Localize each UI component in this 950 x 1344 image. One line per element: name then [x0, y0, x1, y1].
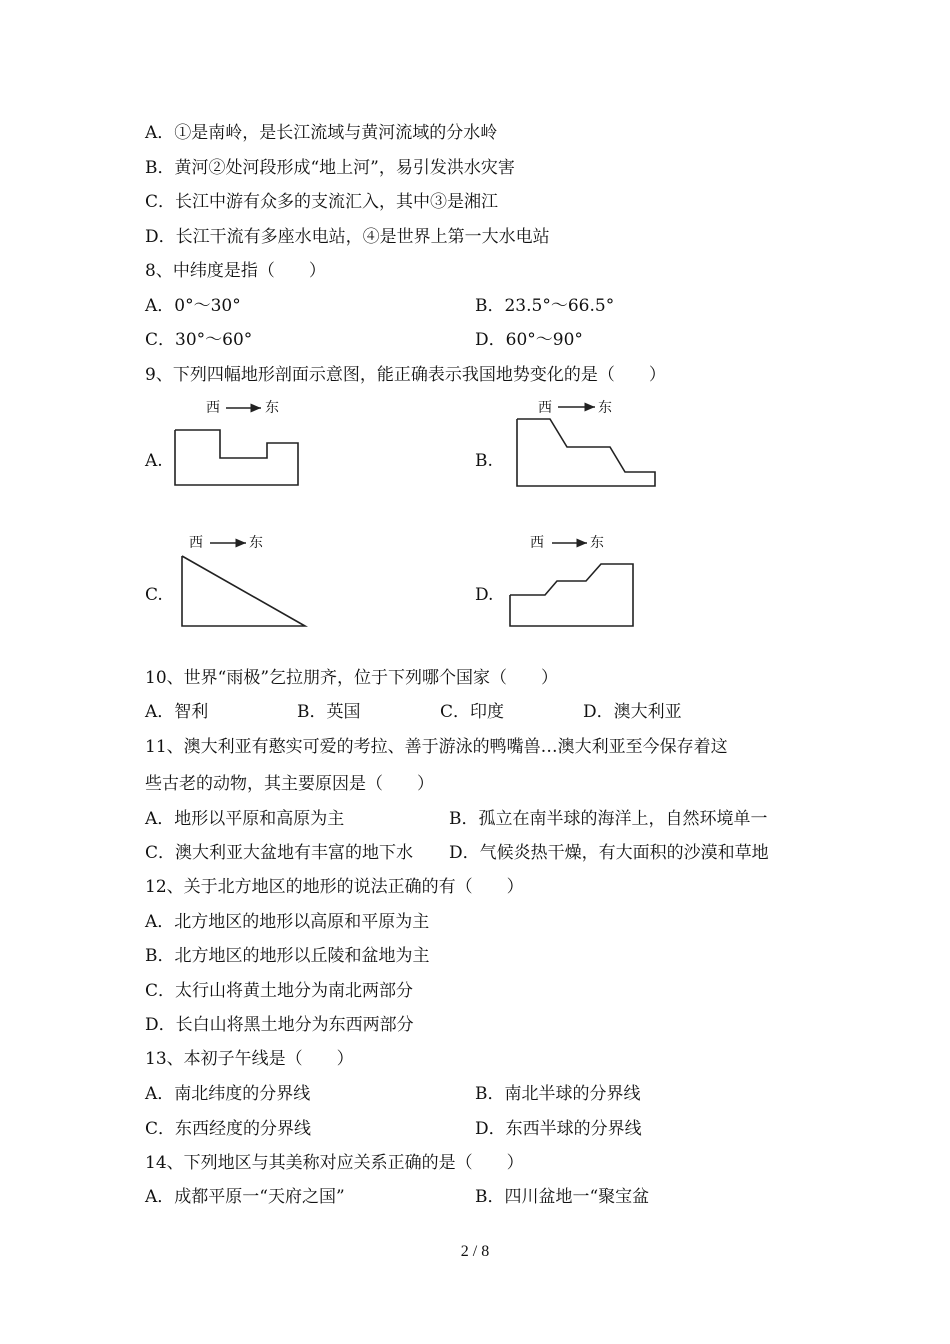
- q12-option-b: B．北方地区的地形以丘陵和盆地为主: [145, 946, 430, 966]
- q7-option-d: D．长江干流有多座水电站，④是世界上第一大水电站: [145, 227, 550, 247]
- q9-figure-a: [170, 395, 310, 490]
- q12-option-a: A．北方地区的地形以高原和平原为主: [145, 912, 430, 932]
- q8-stem: 8、中纬度是指（ ）: [145, 261, 326, 281]
- q11-option-d: D．气候炎热干燥，有大面积的沙漠和草地: [449, 843, 769, 863]
- q8-option-a: A．0°～30°: [145, 296, 241, 316]
- profile-a: [175, 430, 298, 485]
- q14-option-a: A．成都平原一“天府之国”: [145, 1187, 345, 1207]
- profile-b: [517, 419, 655, 486]
- west-label: 西: [206, 400, 220, 416]
- q9-figure-d: [505, 530, 645, 630]
- profile-d: [510, 564, 633, 626]
- page-number: 2 / 8: [460, 1243, 490, 1260]
- q9-option-a-label: A.: [145, 451, 163, 471]
- q12-stem: 12、关于北方地区的地形的说法正确的有（ ）: [145, 877, 524, 897]
- q12-option-d: D．长白山将黑土地分为东西两部分: [145, 1015, 414, 1035]
- q13-option-d: D．东西半球的分界线: [475, 1119, 642, 1139]
- q11-stem-line-1: 11、澳大利亚有憨实可爱的考拉、善于游泳的鸭嘴兽…澳大利亚至今保存着这: [145, 737, 728, 757]
- q8-option-b: B．23.5°～66.5°: [475, 296, 615, 316]
- east-label: 东: [265, 400, 279, 416]
- q14-option-b: B．四川盆地一“聚宝盆: [475, 1187, 650, 1207]
- q10-option-a: A．智利: [145, 702, 209, 722]
- q12-option-c: C．太行山将黄土地分为南北两部分: [145, 981, 414, 1001]
- q14-stem: 14、下列地区与其美称对应关系正确的是（ ）: [145, 1153, 524, 1173]
- q10-option-b: B．英国: [297, 702, 361, 722]
- west-label: 西: [538, 400, 552, 416]
- q11-option-c: C．澳大利亚大盆地有丰富的地下水: [145, 843, 414, 863]
- west-label: 西: [530, 535, 544, 551]
- east-label: 东: [249, 535, 263, 551]
- east-label: 东: [590, 535, 604, 551]
- q8-option-c: C．30°～60°: [145, 330, 253, 350]
- q13-stem: 13、本初子午线是（ ）: [145, 1049, 354, 1069]
- q9-option-b-label: B.: [475, 451, 493, 471]
- q10-option-d: D．澳大利亚: [583, 702, 682, 722]
- q13-option-c: C．东西经度的分界线: [145, 1119, 312, 1139]
- q9-figure-c: [175, 530, 315, 630]
- q9-stem: 9、下列四幅地形剖面示意图，能正确表示我国地势变化的是（ ）: [145, 365, 666, 385]
- q8-option-d: D．60°～90°: [475, 330, 583, 350]
- q9-option-d-label: D.: [475, 585, 494, 605]
- q10-option-c: C．印度: [440, 702, 505, 722]
- q7-option-a: A．①是南岭，是长江流域与黄河流域的分水岭: [145, 123, 498, 143]
- q11-stem-line-2: 些古老的动物，其主要原因是（ ）: [145, 774, 434, 794]
- q7-option-c: C．长江中游有众多的支流汇入，其中③是湘江: [145, 192, 499, 212]
- q10-stem: 10、世界“雨极”乞拉朋齐，位于下列哪个国家（ ）: [145, 668, 559, 688]
- east-label: 东: [598, 400, 612, 416]
- profile-c: [182, 556, 305, 626]
- west-label: 西: [189, 535, 203, 551]
- q9-figure-b: [510, 395, 665, 495]
- q11-option-a: A．地形以平原和高原为主: [145, 809, 345, 829]
- q11-option-b: B．孤立在南半球的海洋上，自然环境单一: [449, 809, 768, 829]
- q13-option-b: B．南北半球的分界线: [475, 1084, 641, 1104]
- q7-option-b: B．黄河②处河段形成“地上河”，易引发洪水灾害: [145, 158, 515, 178]
- q9-option-c-label: C.: [145, 585, 163, 605]
- q13-option-a: A．南北纬度的分界线: [145, 1084, 311, 1104]
